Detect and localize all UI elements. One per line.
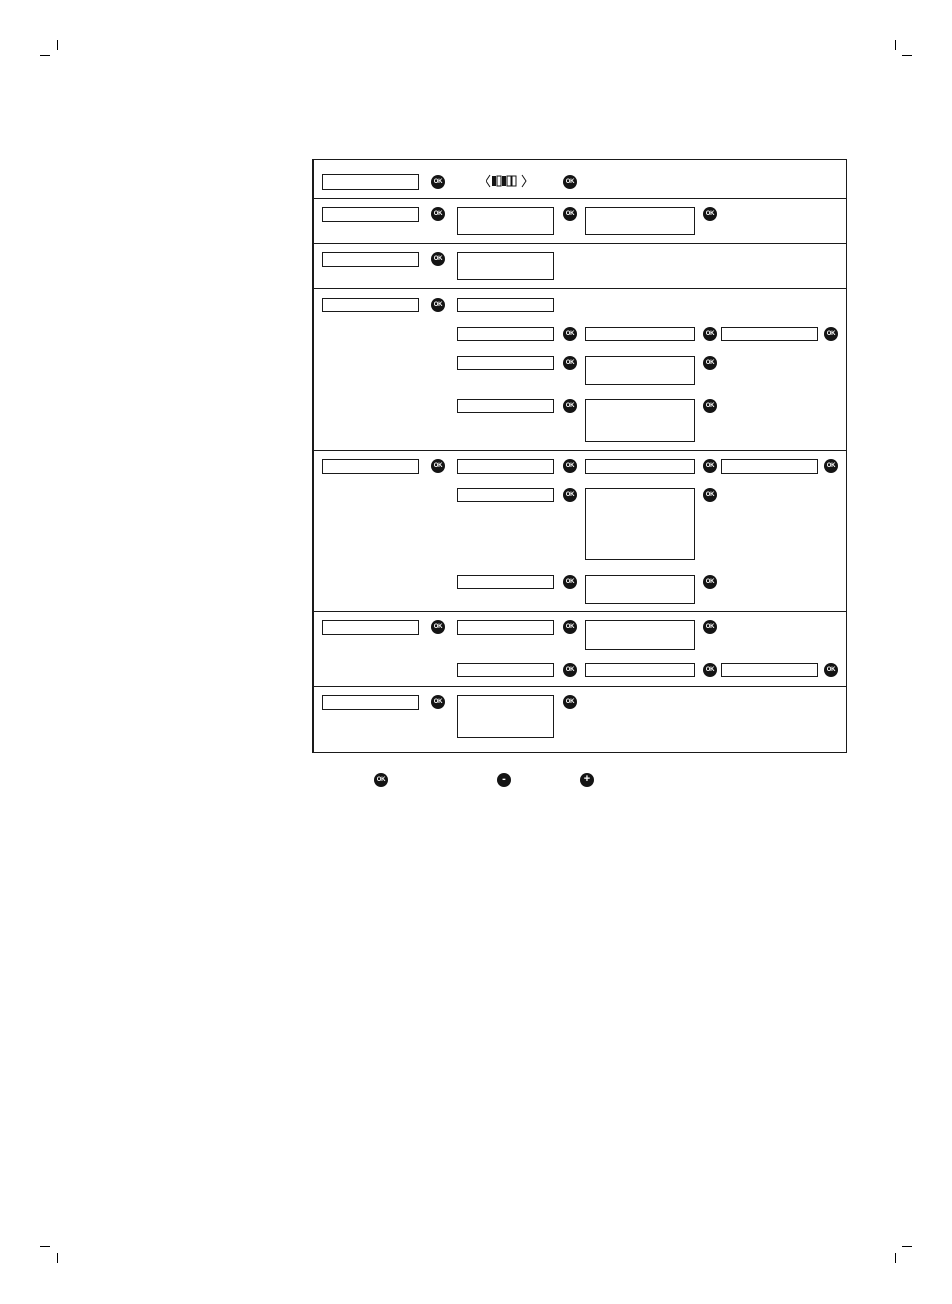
submenu-box [457,488,554,502]
option-box [585,356,695,385]
ok-icon: OK [374,773,388,787]
ok-icon: OK [563,663,577,677]
section-divider [314,198,846,199]
submenu-box [457,207,554,235]
crop-mark [895,40,896,50]
ok-icon: OK [431,695,445,709]
ok-icon: OK [563,327,577,341]
option-box [585,459,695,474]
ok-icon: OK [824,663,838,677]
crop-mark [57,1253,58,1263]
submenu-box [457,252,554,280]
option-box [585,327,695,341]
ok-icon: OK [431,620,445,634]
ok-icon: OK [703,620,717,634]
option-box [585,620,695,650]
plus-icon: + [580,773,594,787]
ok-icon: OK [703,207,717,221]
crop-mark [40,55,50,56]
language-selector-icon [486,174,530,188]
ok-icon: OK [703,488,717,502]
ok-icon: OK [703,459,717,473]
menu-flow-diagram [312,159,847,753]
crop-mark [902,55,912,56]
submenu-box [457,459,554,474]
crop-mark [57,40,58,50]
section-divider [314,288,846,289]
ok-icon: OK [563,620,577,634]
menu-item-box [322,174,419,190]
submenu-box [457,399,554,413]
section-divider [314,686,846,687]
menu-item-box [322,252,419,267]
menu-item-box [322,620,419,635]
ok-icon: OK [824,459,838,473]
menu-item-box [322,207,419,222]
ok-icon: OK [563,459,577,473]
menu-item-box [322,298,419,312]
ok-icon: OK [703,356,717,370]
ok-icon: OK [431,175,445,189]
option-box [585,575,695,604]
ok-icon: OK [563,488,577,502]
ok-icon: OK [563,207,577,221]
ok-icon: OK [824,327,838,341]
crop-mark [40,1246,50,1247]
ok-icon: OK [703,575,717,589]
option-box [585,399,695,442]
ok-icon: OK [563,575,577,589]
menu-item-box [322,695,419,710]
crop-mark [895,1253,896,1263]
ok-icon: OK [703,399,717,413]
submenu-box [457,327,554,341]
option-box [585,663,695,677]
submenu-box [457,663,554,677]
menu-item-box [322,459,419,474]
section-divider [314,611,846,612]
option-box [721,663,818,677]
submenu-box [457,356,554,370]
ok-icon: OK [703,327,717,341]
option-box [721,459,818,474]
ok-icon: OK [431,459,445,473]
option-box [585,488,695,560]
minus-icon: - [497,773,511,787]
submenu-box [457,695,554,738]
option-box [721,327,818,341]
ok-icon: OK [563,356,577,370]
submenu-box [457,620,554,635]
ok-icon: OK [431,298,445,312]
crop-mark [902,1246,912,1247]
ok-icon: OK [563,695,577,709]
option-box [585,207,695,235]
submenu-box [457,298,554,312]
ok-icon: OK [563,399,577,413]
ok-icon: OK [703,663,717,677]
section-divider [314,243,846,244]
submenu-box [457,575,554,589]
section-divider [314,450,846,451]
ok-icon: OK [431,207,445,221]
ok-icon: OK [563,175,577,189]
ok-icon: OK [431,252,445,266]
